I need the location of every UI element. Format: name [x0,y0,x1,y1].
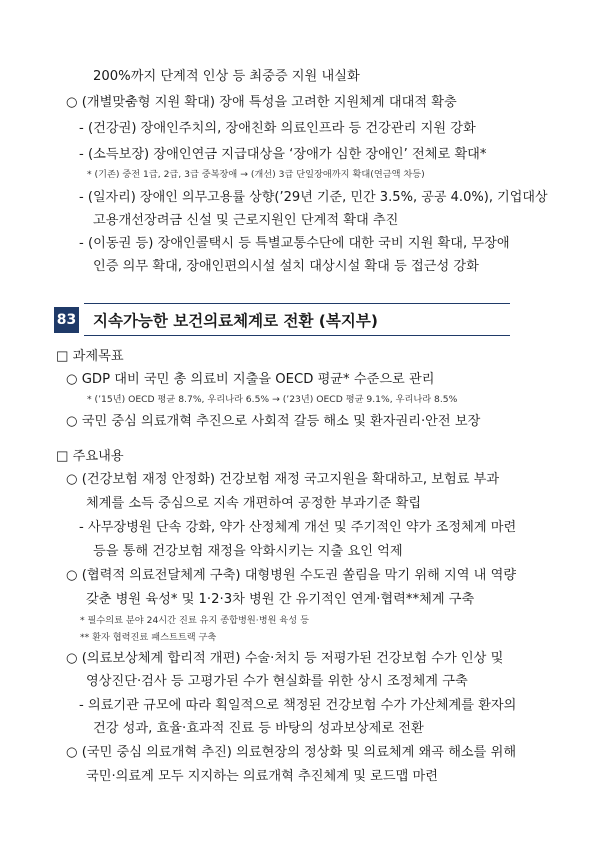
bullet-item: ○ (의료보상체계 합리적 개편) 수술·처치 등 저평가된 건강보험 수가 인상 및 [66,651,504,666]
bullet-item: ○ 국민 중심 의료개혁 추진으로 사회적 갈등 해소 및 환자권리·안전 보장 [66,414,481,429]
footnote: * 필수의료 분야 24시간 진료 유지 종합병원·병원 육성 등 [80,615,309,626]
bullet-item: ○ (국민 중심 의료개혁 추진) 의료현장의 정상화 및 의료체계 왜곡 해소를 위해 [66,745,517,760]
subsection-heading: □ 주요내용 [56,449,124,464]
text-line: 갖춘 병원 육성* 및 1·2·3차 병원 간 유기적인 연계·협력**체계 구축 [86,592,475,607]
text-line: 고용개선장려금 신설 및 근로지원인 단계적 확대 추진 [93,213,399,228]
bullet-item: ○ (협력적 의료전달체계 구축) 대형병원 수도권 쏠림을 막기 위해 지역 내 역량 [66,568,517,583]
text-line: 국민·의료계 모두 지지하는 의료개혁 추진체계 및 로드맵 마련 [86,769,439,784]
footnote: * (’15년) OECD 평균 8.7%, 우리나라 6.5% → (’23년) OECD 평균 9.1%, 우리나라 8.5% [87,394,458,405]
bullet-item: ○ (건강보험 재정 안정화) 건강보험 재정 국고지원을 확대하고, 보험료 부과 [66,472,500,487]
subsection-heading: □ 과제목표 [56,349,124,364]
bullet-item: ○ GDP 대비 국민 총 의료비 지출을 OECD 평균* 수준으로 관리 [66,372,435,387]
footnote: ** 환자 협력진료 패스트트랙 구축 [80,632,217,643]
section-title: 지속가능한 보건의료체계로 전환 (복지부) [93,312,378,330]
dash-item: - (건강권) 장애인주치의, 장애친화 의료인프라 등 건강관리 지원 강화 [79,121,476,136]
dash-item: - (소득보장) 장애인연금 지급대상을 ‘장애가 심한 장애인’ 전체로 확대* [79,147,487,162]
section-rule-top [84,303,510,304]
section-rule-bottom [84,335,510,336]
text-line: 건강 성과, 효율·효과적 진료 등 바탕의 성과보상제로 전환 [93,721,424,736]
section-number: 83 [54,307,79,333]
dash-item: - 사무장병원 단속 강화, 약가 산정체계 개선 및 주기적인 약가 조정체계 마련 [79,520,517,535]
text-line: 등을 통해 건강보험 재정을 악화시키는 지출 요인 억제 [93,544,403,559]
dash-item: - 의료기관 규모에 따라 획일적으로 책정된 건강보험 수가 가산체계를 환자의 [79,698,517,713]
dash-item: - (이동권 등) 장애인콜택시 등 특별교통수단에 대한 국비 지원 확대, 무장애 [79,236,510,251]
text-line: 영상진단·검사 등 고평가된 수가 현실화를 위한 상시 조정체계 구축 [86,674,468,689]
footnote: * (기존) 중전 1급, 2급, 3급 중복장애 → (개선) 3급 단일장애까지 확대(연금액 차등) [87,169,425,180]
text-line: 인증 의무 확대, 장애인편의시설 설치 대상시설 확대 등 접근성 강화 [93,259,479,274]
text-line: 200%까지 단계적 인상 등 최중증 지원 내실화 [93,69,360,84]
bullet-item: ○ (개별맞춤형 지원 확대) 장애 특성을 고려한 지원체계 대대적 확충 [66,95,457,110]
dash-item: - (일자리) 장애인 의무고용률 상향(’29년 기준, 민간 3.5%, 공공 4.0%), 기업대상 [79,190,548,205]
text-line: 체계를 소득 중심으로 지속 개편하여 공정한 부과기준 확립 [86,496,422,511]
